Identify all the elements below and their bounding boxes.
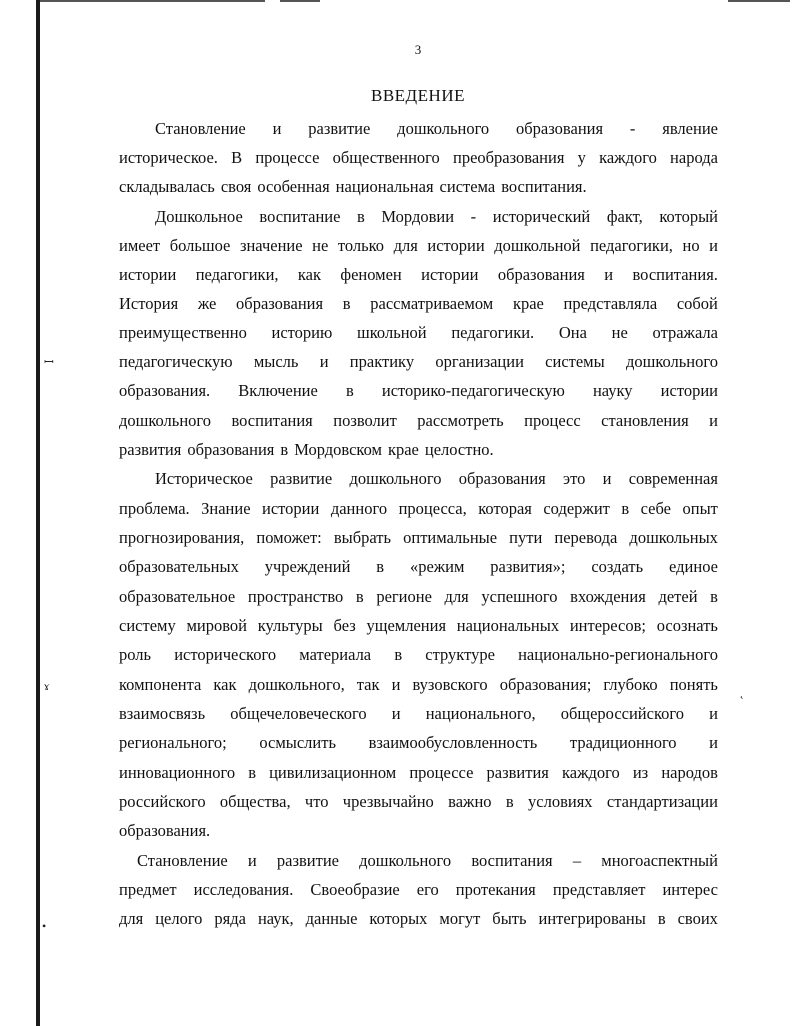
word: складывалась [119, 177, 215, 196]
word: развития [486, 763, 549, 782]
word: собой [676, 294, 718, 313]
word: своих [677, 909, 718, 928]
word: истории [421, 265, 479, 284]
word: себе [640, 499, 671, 518]
word: дошкольного [349, 469, 442, 488]
word: Становление [137, 851, 228, 870]
text-line [119, 585, 718, 609]
word: процесса, [398, 499, 467, 518]
word: оптимальные [403, 528, 498, 547]
word: образования [497, 265, 585, 284]
word: как [297, 265, 322, 284]
word: общества, [219, 792, 291, 811]
word: из [632, 763, 649, 782]
word: образования. [119, 821, 211, 840]
word: для [444, 587, 469, 606]
word: развития [119, 440, 182, 459]
word: практику [349, 352, 415, 371]
word: организации [435, 352, 524, 371]
word: воспитания. [632, 265, 718, 284]
word: данные [305, 909, 358, 928]
text-line [119, 614, 718, 638]
word: в [376, 557, 385, 576]
word: отражала [652, 323, 718, 342]
word: что [304, 792, 329, 811]
word: воспитания. [501, 177, 587, 196]
text-line [119, 790, 718, 814]
word: В [231, 148, 243, 167]
word: компонента [119, 675, 202, 694]
word: осознать [656, 616, 718, 635]
word: и [247, 851, 257, 870]
word: воспитания [231, 411, 313, 430]
word: факт, [606, 207, 643, 226]
word: условиях [528, 792, 593, 811]
word: образования. [119, 381, 211, 400]
text-line [119, 731, 718, 755]
word: и [272, 119, 282, 138]
word: в [342, 294, 351, 313]
word: наук, [257, 909, 294, 928]
word: развитие [276, 851, 339, 870]
word: культуры [257, 616, 323, 635]
word: не [312, 236, 329, 255]
word: национально-регионального [518, 645, 718, 664]
text-line [137, 849, 718, 873]
text-line [119, 146, 718, 170]
word: взаимосвязь [119, 704, 206, 723]
page-heading: ВВЕДЕНИЕ [371, 86, 465, 105]
word: регионе [376, 587, 432, 606]
word: быть [492, 909, 527, 928]
word: в [355, 587, 364, 606]
word: его [416, 880, 439, 899]
word: и [709, 704, 718, 723]
word: крае [512, 294, 544, 313]
word: исторического [174, 645, 277, 664]
word: как [213, 675, 237, 694]
word: в [505, 792, 514, 811]
word: система [439, 177, 496, 196]
text-line [155, 205, 718, 229]
text-line [119, 702, 718, 726]
word: образования [187, 440, 275, 459]
text-line [119, 907, 718, 931]
text-line [119, 263, 718, 287]
word: ряда [214, 909, 246, 928]
text-line [119, 555, 718, 579]
word: развитие [270, 469, 333, 488]
text-line [119, 234, 718, 258]
word: позволит [333, 411, 397, 430]
word: – [572, 851, 582, 870]
word: и [391, 675, 401, 694]
word: «режим [409, 557, 465, 576]
word: понять [669, 675, 718, 694]
word: и [709, 411, 718, 430]
word: без [333, 616, 356, 635]
word: многоаспектный [601, 851, 718, 870]
word: историческое. [119, 148, 218, 167]
word: История [119, 294, 179, 313]
word: могут [439, 909, 481, 928]
text-line [155, 467, 718, 491]
word: преимущественно [119, 323, 247, 342]
word: дошкольного [397, 119, 490, 138]
word: же [197, 294, 217, 313]
word: только [337, 236, 385, 255]
text-line [119, 292, 718, 316]
word: поможет: [256, 528, 322, 547]
word: большое [169, 236, 231, 255]
word: осмыслить [259, 733, 336, 752]
word: интерес [662, 880, 718, 899]
word: традиционного [569, 733, 677, 752]
word: в [280, 440, 289, 459]
word: процессе [255, 148, 320, 167]
word: дошкольного [625, 352, 718, 371]
word: каждого [599, 148, 657, 167]
scan-top-rule [40, 0, 265, 2]
word: преобразования [452, 148, 565, 167]
word: материала [299, 645, 372, 664]
word: пути [509, 528, 543, 547]
text-line [155, 117, 718, 141]
word: истории [262, 499, 320, 518]
word: прогнозирования, [119, 528, 245, 547]
word: детей [658, 587, 698, 606]
word: системы [545, 352, 605, 371]
word: Знание [201, 499, 251, 518]
word: представляла [563, 294, 658, 313]
word: школьной [357, 323, 427, 342]
word: целостно. [424, 440, 494, 459]
text-line [119, 526, 718, 550]
text-line [119, 409, 718, 433]
word: представляет [552, 880, 646, 899]
word: структуре [425, 645, 495, 664]
text-line [119, 643, 718, 667]
word: - [629, 119, 636, 138]
word: особенная [257, 177, 330, 196]
word: учреждений [264, 557, 351, 576]
word: дошкольного [119, 411, 212, 430]
word: воспитания [471, 851, 553, 870]
word: выбрать [333, 528, 392, 547]
word: и [602, 469, 612, 488]
word: содержит [543, 499, 610, 518]
word: успешного [481, 587, 558, 606]
word: взаимообусловленность [368, 733, 538, 752]
word: создать [591, 557, 644, 576]
word: Становление [155, 119, 246, 138]
word: Мордовском [294, 440, 382, 459]
word: важно [448, 792, 492, 811]
word: процесс [524, 411, 581, 430]
scan-left-edge [36, 0, 40, 1026]
word: данного [330, 499, 388, 518]
word: истории [660, 381, 718, 400]
word: инновационного [119, 763, 236, 782]
word: но [682, 236, 700, 255]
text-line [119, 321, 718, 345]
word: историю [271, 323, 333, 342]
word: общероссийского [560, 704, 685, 723]
word: у [577, 148, 586, 167]
word: Своеобразие [310, 880, 400, 899]
scan-speck: • [42, 919, 47, 933]
word: который [659, 207, 718, 226]
scan-speck: ꟷ [44, 355, 54, 369]
word: дошкольных [629, 528, 718, 547]
word: становления [601, 411, 689, 430]
word: современная [628, 469, 718, 488]
word: крае [387, 440, 419, 459]
word: образовательных [119, 557, 239, 576]
word: мысль [253, 352, 299, 371]
word: общественного [332, 148, 440, 167]
word: педагогическую [119, 352, 233, 371]
word: ущемления [366, 616, 447, 635]
word: предмет [119, 880, 177, 899]
word: в [345, 381, 354, 400]
word: Мордовии [381, 207, 455, 226]
word: рассмотреть [417, 411, 504, 430]
word: и [604, 265, 614, 284]
text-line [119, 175, 718, 199]
word: - [470, 207, 477, 226]
scan-top-rule [728, 0, 790, 2]
word: в [621, 499, 630, 518]
word: которых [369, 909, 428, 928]
word: педагогики, [195, 265, 279, 284]
word: педагогики. [451, 323, 535, 342]
word: регионального; [119, 733, 227, 752]
word: систему [119, 616, 176, 635]
word: для [119, 909, 144, 928]
word: Историческое [155, 469, 253, 488]
word: своя [220, 177, 252, 196]
word: и [319, 352, 329, 371]
word: национальных [456, 616, 560, 635]
scan-top-rule [280, 0, 320, 2]
word: и [391, 704, 401, 723]
word: глубоко [603, 675, 658, 694]
word: опыт [682, 499, 718, 518]
word: вузовского [412, 675, 488, 694]
word: процессе [409, 763, 474, 782]
word: так [356, 675, 380, 694]
scan-speck: ɤ [44, 679, 50, 693]
word: это [563, 469, 586, 488]
word: в [394, 645, 403, 664]
word: воспитание [259, 207, 341, 226]
word: народов [661, 763, 718, 782]
word: каждого [561, 763, 620, 782]
word: феномен [340, 265, 402, 284]
word: дошкольного, [248, 675, 345, 694]
word: Она [558, 323, 587, 342]
word: для [393, 236, 418, 255]
word: рассматриваемом [370, 294, 494, 313]
word: и [709, 236, 718, 255]
word: развития»; [490, 557, 566, 576]
word: роль [119, 645, 152, 664]
word: дошкольной [494, 236, 581, 255]
word: стандартизации [606, 792, 718, 811]
word: исследования. [193, 880, 294, 899]
word: интересов; [569, 616, 646, 635]
word: перевода [554, 528, 618, 547]
word: чрезвычайно [342, 792, 434, 811]
word: мировой [186, 616, 247, 635]
word: имеет [119, 236, 161, 255]
word: национальная [335, 177, 434, 196]
word: Включение [238, 381, 318, 400]
word: явление [662, 119, 718, 138]
word: интегрированы [538, 909, 646, 928]
word: и [709, 733, 718, 752]
word: общечеловеческого [230, 704, 367, 723]
text-line [119, 379, 718, 403]
word: которая [478, 499, 532, 518]
word: образования [516, 119, 604, 138]
text-line [119, 878, 718, 902]
word: российского [119, 792, 206, 811]
word: историко-педагогическую [381, 381, 565, 400]
word: значение [239, 236, 303, 255]
page-number: 3 [414, 42, 422, 57]
word: пространство [247, 587, 344, 606]
text-line [119, 497, 718, 521]
text-line [119, 819, 718, 843]
word: образования; [499, 675, 592, 694]
word: в [710, 587, 718, 606]
word: протекания [455, 880, 536, 899]
word: в [248, 763, 256, 782]
word: единое [669, 557, 718, 576]
word: исторический [492, 207, 591, 226]
word: дошкольного [359, 851, 452, 870]
word: в [657, 909, 666, 928]
word: в [357, 207, 365, 226]
scan-speck: ˛ [740, 685, 744, 699]
word: педагогики, [590, 236, 673, 255]
text-line [119, 350, 718, 374]
word: образования [458, 469, 546, 488]
word: цивилизационном [269, 763, 397, 782]
word: науку [592, 381, 633, 400]
word: образования [236, 294, 324, 313]
word: истории [119, 265, 177, 284]
word: вхождения [570, 587, 646, 606]
word: образовательное [119, 587, 236, 606]
word: народа [670, 148, 718, 167]
word: проблема. [119, 499, 190, 518]
word: развитие [308, 119, 371, 138]
word: Дошкольное [155, 207, 243, 226]
word: национального, [425, 704, 536, 723]
text-line [119, 761, 718, 785]
word: целого [155, 909, 203, 928]
text-line [119, 438, 718, 462]
word: истории [427, 236, 485, 255]
text-line [119, 673, 718, 697]
word: не [611, 323, 628, 342]
